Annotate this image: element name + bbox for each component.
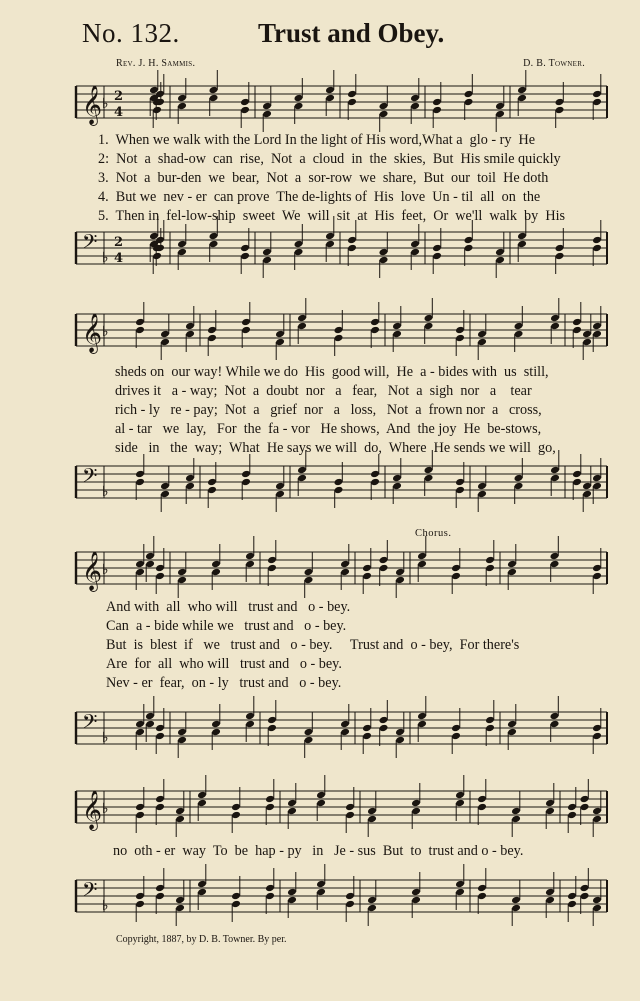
- author-credit: Rev. J. H. Sammis.: [116, 58, 196, 69]
- lyric-line: sheds on our way! While we do His good will, He a - bides with us still,: [115, 364, 549, 380]
- svg-text:𝄢: 𝄢: [82, 464, 98, 492]
- lyric-line: rich - ly re - pay; Not a grief nor a loss, Not a frown nor a cross,: [115, 402, 542, 418]
- svg-text:♭: ♭: [102, 484, 109, 500]
- chorus-label: Chorus.: [415, 528, 452, 539]
- treble-staff-system-4: [0, 785, 640, 830]
- svg-text:♭: ♭: [102, 562, 109, 578]
- lyric-line: Can a - bide while we trust and o - bey.: [106, 618, 347, 634]
- svg-text:♭: ♭: [102, 730, 109, 746]
- lyric-line: Nev - er fear, on - ly trust and o - bey.: [106, 675, 342, 691]
- svg-text:2: 2: [114, 89, 124, 104]
- svg-text:𝄢: 𝄢: [82, 230, 98, 258]
- lyric-line: But is blest if we trust and o - bey. Trust and o - bey, For there's: [106, 637, 520, 653]
- svg-text:♭: ♭: [102, 96, 109, 112]
- svg-text:𝄢: 𝄢: [82, 710, 98, 738]
- lyric-line: al - tar we lay, For the fa - vor He shows, And the joy He be-stows,: [115, 421, 542, 437]
- lyric-line: side in the way; What He says we will do, Where He sends we will go,: [115, 440, 556, 456]
- lyric-line: drives it a - way; Not a doubt nor a fear, Not a sigh nor a tear: [115, 383, 532, 399]
- lyric-line: Are for all who will trust and o - bey.: [106, 656, 342, 672]
- svg-text:♭: ♭: [102, 250, 109, 266]
- bass-staff-system-1: [0, 226, 640, 271]
- svg-text:♭: ♭: [102, 898, 109, 914]
- svg-text:𝄞: 𝄞: [82, 313, 103, 353]
- copyright-notice: Copyright, 1887, by D. B. Towner. By per.: [116, 934, 287, 945]
- hymn-title: Trust and Obey.: [258, 18, 445, 48]
- treble-staff-system-1: [0, 80, 640, 125]
- lyric-line: And with all who will trust and o - bey.: [106, 599, 351, 615]
- lyric-line: no oth - er way To be hap - py in Je - sus But to trust and o - bey.: [113, 843, 524, 859]
- hymn-number: No. 132.: [82, 18, 180, 48]
- svg-text:2: 2: [114, 235, 124, 250]
- svg-text:♭: ♭: [102, 324, 109, 340]
- hymn-header: [0, 0, 640, 60]
- svg-text:𝄞: 𝄞: [82, 85, 103, 125]
- bass-staff-system-2: [0, 460, 640, 505]
- svg-text:4: 4: [114, 105, 124, 120]
- svg-text:4: 4: [114, 251, 124, 266]
- svg-text:𝄢: 𝄢: [82, 878, 98, 906]
- lyric-line: 2: Not a shad-ow can rise, Not a cloud in the skies, But His smile quickly: [98, 151, 561, 167]
- treble-staff-system-2: [0, 308, 640, 353]
- svg-text:𝄞: 𝄞: [82, 551, 103, 591]
- treble-staff-system-3: [0, 546, 640, 591]
- lyric-line: 5. Then in fel-low-ship sweet We will sit at His feet, Or we'll walk by His: [98, 208, 566, 224]
- lyric-line: 4. But we nev - er can prove The de-lights of His love Un - til all on the: [98, 189, 541, 205]
- lyric-line: 1. When we walk with the Lord In the light of His word,What a glo - ry He: [98, 132, 536, 148]
- bass-staff-system-4: [0, 874, 640, 919]
- composer-credit: D. B. Towner.: [523, 58, 585, 69]
- bass-staff-system-3: [0, 706, 640, 751]
- lyric-line: 3. Not a bur-den we bear, Not a sor-row we share, But our toil He doth: [98, 170, 549, 186]
- svg-text:♭: ♭: [102, 801, 109, 817]
- svg-text:𝄞: 𝄞: [82, 790, 103, 830]
